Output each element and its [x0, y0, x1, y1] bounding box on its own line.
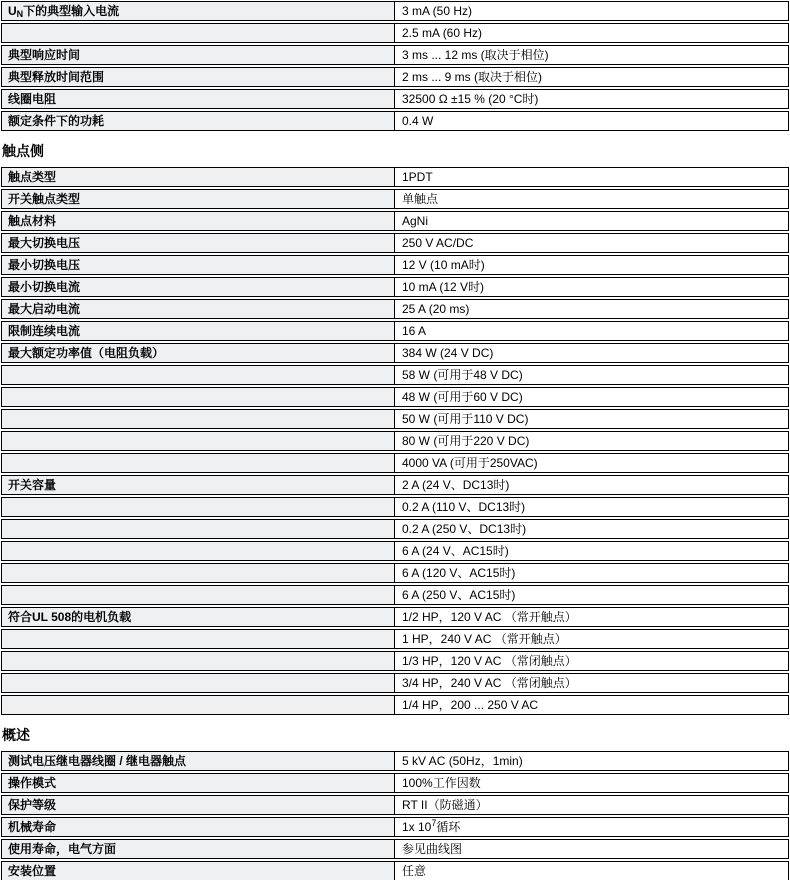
spec-value-cell: 12 V (10 mA时) — [395, 256, 788, 274]
spec-label-cell — [2, 432, 395, 450]
spec-value-cell: 80 W (可用于220 V DC) — [395, 432, 788, 450]
spec-label-cell: 最大启动电流 — [2, 300, 395, 318]
table-row — [1, 343, 789, 363]
spec-label-cell — [2, 410, 395, 428]
table-row — [1, 277, 789, 297]
spec-label-cell — [2, 498, 395, 516]
table-row — [1, 497, 789, 517]
spec-value-cell: 单触点 — [395, 190, 788, 208]
spec-label-cell: 典型释放时间范围 — [2, 68, 395, 86]
spec-label-cell: 触点材料 — [2, 212, 395, 230]
spec-value-cell: 384 W (24 V DC) — [395, 344, 788, 362]
table-row — [1, 299, 789, 319]
table-row — [1, 233, 789, 253]
spec-label-cell: 限制连续电流 — [2, 322, 395, 340]
table-row — [1, 541, 789, 561]
spec-label-cell: 机械寿命 — [2, 818, 395, 836]
spec-value-cell: 3 ms ... 12 ms (取决于相位) — [395, 46, 788, 64]
table-row — [1, 89, 789, 109]
table-row — [1, 673, 789, 693]
table-row — [1, 67, 789, 87]
spec-label-cell: 最小切换电流 — [2, 278, 395, 296]
table-row — [1, 365, 789, 385]
spec-value-cell: 参见曲线图 — [395, 840, 788, 858]
spec-value-cell: 3/4 HP，240 V AC （常闭触点） — [395, 674, 788, 692]
table-row — [1, 585, 789, 605]
spec-label-cell: 最大额定功率值（电阻负载） — [2, 344, 395, 362]
table-row — [1, 563, 789, 583]
table-row — [1, 211, 789, 231]
contact-spec-table — [1, 167, 789, 715]
spec-label-cell — [2, 520, 395, 538]
spec-label-cell: 触点类型 — [2, 168, 395, 186]
table-row — [1, 773, 789, 793]
spec-label-cell: 开关容量 — [2, 476, 395, 494]
spec-label-cell — [2, 542, 395, 560]
table-row — [1, 453, 789, 473]
spec-value-cell: 250 V AC/DC — [395, 234, 788, 252]
spec-value-cell: 58 W (可用于48 V DC) — [395, 366, 788, 384]
spec-label-cell — [2, 454, 395, 472]
spec-value-cell: 6 A (120 V、AC15时) — [395, 564, 788, 582]
spec-value-cell: 1/4 HP，200 ... 250 V AC — [395, 696, 788, 714]
table-row — [1, 817, 789, 837]
table-row — [1, 629, 789, 649]
spec-value-cell: 32500 Ω ±15 % (20 °C时) — [395, 90, 788, 108]
table-row — [1, 431, 789, 451]
section-title-overview: 概述 — [2, 727, 30, 743]
spec-value-cell: 48 W (可用于60 V DC) — [395, 388, 788, 406]
spec-value-cell: 3 mA (50 Hz) — [395, 2, 788, 20]
table-row — [1, 651, 789, 671]
spec-label-cell: U $_N$ 下的典型输入电流 — [2, 2, 395, 20]
spec-value-cell: 1PDT — [395, 168, 788, 186]
spec-value-cell: 0.4 W — [395, 112, 788, 130]
spec-label-cell: 额定条件下的功耗 — [2, 112, 395, 130]
table-row — [1, 475, 789, 495]
spec-label-cell: 保护等级 — [2, 796, 395, 814]
table-row — [1, 1, 789, 21]
spec-value-cell: 2 A (24 V、DC13时) — [395, 476, 788, 494]
general-spec-table — [1, 751, 789, 880]
table-row — [1, 607, 789, 627]
spec-value-cell: 0.2 A (250 V、DC13时) — [395, 520, 788, 538]
table-row — [1, 167, 789, 187]
spec-label-cell — [2, 366, 395, 384]
table-row — [1, 255, 789, 275]
table-row — [1, 409, 789, 429]
table-row — [1, 189, 789, 209]
spec-label-cell: 最大切换电压 — [2, 234, 395, 252]
spec-value-cell: 6 A (250 V、AC15时) — [395, 586, 788, 604]
spec-value-cell: AgNi — [395, 212, 788, 230]
spec-label-cell — [2, 630, 395, 648]
spec-value-cell: 1/3 HP，120 V AC （常闭触点） — [395, 652, 788, 670]
spec-label-cell — [2, 652, 395, 670]
spec-value-cell: 1x 10 $^7$ 循环 — [395, 818, 788, 836]
table-row — [1, 839, 789, 859]
spec-value-cell: 4000 VA (可用于250VAC) — [395, 454, 788, 472]
spec-label-cell: 操作模式 — [2, 774, 395, 792]
table-row — [1, 387, 789, 407]
spec-value-cell: 25 A (20 ms) — [395, 300, 788, 318]
spec-label-cell: 使用寿命，电气方面 — [2, 840, 395, 858]
spec-value-cell: 1 HP，240 V AC （常开触点） — [395, 630, 788, 648]
spec-label-cell: 测试电压继电器线圈 / 继电器触点 — [2, 752, 395, 770]
spec-label-cell — [2, 388, 395, 406]
spec-value-cell: 5 kV AC (50Hz，1min) — [395, 752, 788, 770]
spec-value-cell: RT II（防磁通） — [395, 796, 788, 814]
section-title-contact-side: 触点侧 — [2, 143, 44, 159]
table-row — [1, 861, 789, 880]
table-row — [1, 321, 789, 341]
coil-spec-table — [1, 1, 789, 131]
spec-value-cell: 0.2 A (110 V、DC13时) — [395, 498, 788, 516]
spec-label-cell — [2, 24, 395, 42]
spec-label-cell: 安装位置 — [2, 862, 395, 880]
spec-value-cell: 10 mA (12 V时) — [395, 278, 788, 296]
spec-label-cell: 线圈电阻 — [2, 90, 395, 108]
spec-label-cell — [2, 586, 395, 604]
spec-value-cell: 100%工作因数 — [395, 774, 788, 792]
spec-label-cell: 符合UL 508的电机负载 — [2, 608, 395, 626]
table-row — [1, 695, 789, 715]
table-row — [1, 795, 789, 815]
spec-label-cell: 开关触点类型 — [2, 190, 395, 208]
spec-value-cell: 50 W (可用于110 V DC) — [395, 410, 788, 428]
spec-value-cell: 6 A (24 V、AC15时) — [395, 542, 788, 560]
spec-value-cell: 2 ms ... 9 ms (取决于相位) — [395, 68, 788, 86]
table-row — [1, 519, 789, 539]
spec-label-cell — [2, 696, 395, 714]
table-row — [1, 23, 789, 43]
table-row — [1, 45, 789, 65]
spec-label-cell — [2, 674, 395, 692]
spec-label-cell: 典型响应时间 — [2, 46, 395, 64]
spec-value-cell: 16 A — [395, 322, 788, 340]
table-row — [1, 751, 789, 771]
spec-label-cell: 最小切换电压 — [2, 256, 395, 274]
spec-label-cell — [2, 564, 395, 582]
table-row — [1, 111, 789, 131]
spec-value-cell: 任意 — [395, 862, 788, 880]
spec-value-cell: 2.5 mA (60 Hz) — [395, 24, 788, 42]
spec-value-cell: 1/2 HP，120 V AC （常开触点） — [395, 608, 788, 626]
